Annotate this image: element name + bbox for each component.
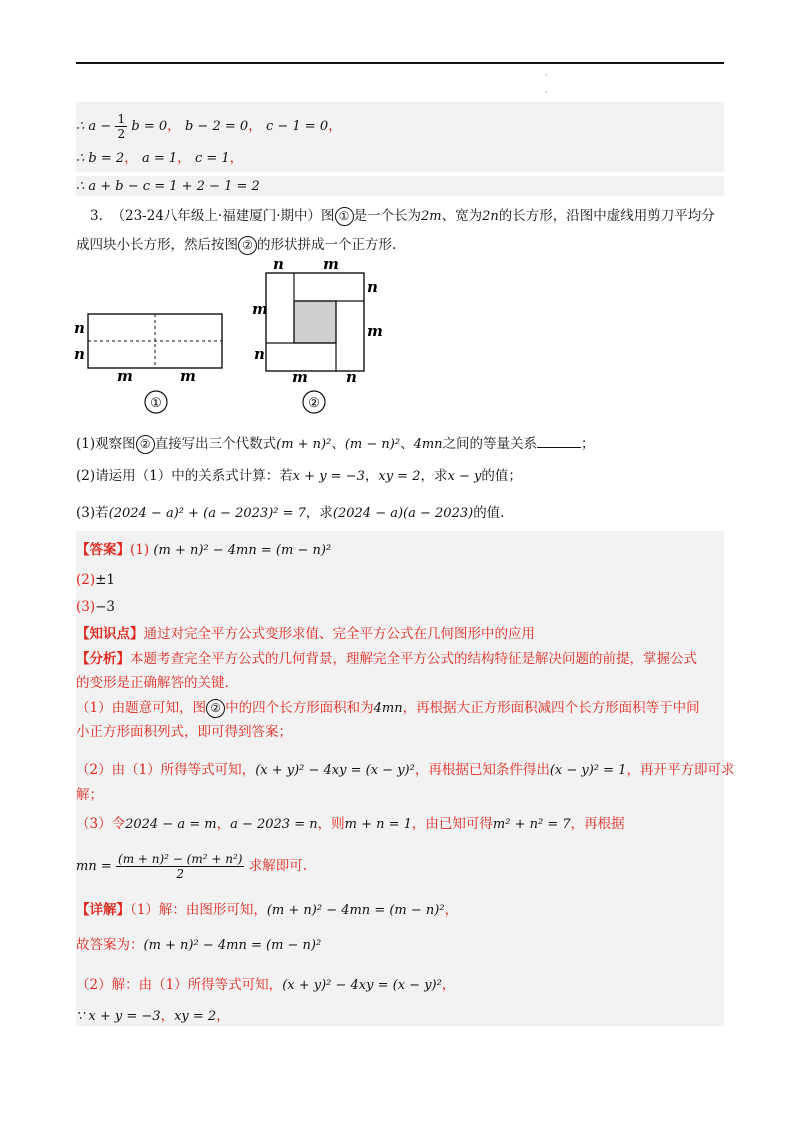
circled-number: ② [238,236,257,255]
knowledge-point: 【知识点】通过对完全平方公式变形求值、完全平方公式在几何图形中的应用 [76,626,535,642]
question-line-1: 3. （23-24八年级上·福建厦门·期中）图 ① 是一个长为2m、宽为2n的长方形，沿图中虚线用剪刀平均分 [90,208,715,224]
answer-blank [537,434,581,448]
label-m: m [117,367,133,385]
circled-number: ② [206,699,225,718]
label-m: m [292,368,308,386]
label-n: n [273,255,284,273]
subquestion-2: (2)请运用（1）中的关系式计算：若x + y = −3，xy = 2，求x − y的值； [76,468,522,484]
detail-line-3: （2）解：由（1）所得等式可知，(x + y)² − 4xy = (x − y)²， [76,977,456,993]
fraction: $\frac{1}{2}$ [117,112,126,141]
answer-line-1: 【答案】(1) (m + n)² − 4mn = (m − n)² [76,542,332,558]
answer-line-2: (2)±1 [76,572,116,588]
analysis-step-1: （1）由题意可知，图 ② 中的四个长方形面积和为4mn，再根据大正方形面积减四个长方形面积等于中间 [76,700,700,716]
fraction: $\frac{\text{(m + n)² − (m² + n²)}}{2}$ [118,852,243,881]
label-n: n [254,345,265,363]
header-dot: · [545,71,548,80]
analysis-formula: mn = $\frac{\text{(m + n)² − (m² + n²)}}{2}$ 求解即可. [76,852,308,881]
detail-line-2: 故答案为：(m + n)² − 4mn = (m − n)² [76,937,322,953]
figure-caption: ② [308,396,320,411]
header-rule [76,62,724,64]
figure-caption: ① [150,396,162,411]
label-n: n [74,345,85,363]
label-n: n [346,368,357,386]
analysis-step-2-cont: 解； [76,787,103,803]
label-m: m [180,367,196,385]
subquestion-3: (3)若(2024 − a)² + (a − 2023)² = 7，求(2024 − a)(a − 2023)的值. [76,505,505,521]
label-n: n [367,278,378,296]
header-dot: · [545,88,548,97]
analysis-line-1: 【分析】本题考查完全平方公式的几何背景，理解完全平方公式的结构特征是解决问题的前提，掌握公式 [76,651,697,667]
answer-line-3: (3)−3 [76,599,116,615]
label-m: m [367,322,383,340]
prev-line-1: ∴ a − $\frac{1}{2}$ b = 0， b − 2 = 0， c − 1 = 0， [76,112,342,141]
detail-line-1: 【详解】（1）解：由图形可知，(m + n)² − 4mn = (m − n)²， [76,902,459,918]
subquestion-1: (1)观察图 ② 直接写出三个代数式(m + n)²、(m − n)²、4mn之间的等量关系 ； [76,436,595,452]
label-n: n [74,319,85,337]
prev-line-3: ∴ a + b − c = 1 + 2 − 1 = 2 [76,179,260,194]
analysis-step-2: （2）由（1）所得等式可知，(x + y)² − 4xy = (x − y)²，再根据已知条件得出(x − y)² = 1，再开平方即可求 [76,762,735,778]
geometry-figures [70,255,390,425]
analysis-step-1-cont: 小正方形面积列式，即可得到答案； [76,724,292,740]
question-line-2: 成四块小长方形，然后按图 ② 的形状拼成一个正方形. [76,237,397,253]
circled-number: ① [335,207,354,226]
analysis-line-2: 的变形是正确解答的关键. [76,675,229,691]
circled-number: ② [136,435,155,454]
label-m: m [323,255,339,273]
analysis-step-3: （3）令2024 − a = m，a − 2023 = n，则m + n = 1，由已知可得m² + n² = 7，再根据 [76,816,625,832]
label-m: m [252,300,268,318]
detail-line-4: ∵ x + y = −3，xy = 2， [76,1008,230,1024]
figure-1 [74,314,222,413]
figure-2 [252,255,383,413]
prev-line-2: ∴ b = 2， a = 1， c = 1， [76,150,244,166]
